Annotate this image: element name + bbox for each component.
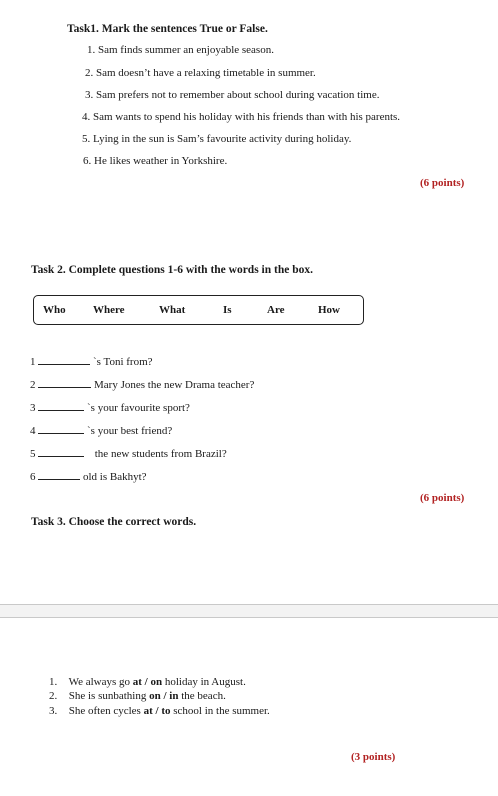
word-box-word: Who — [43, 304, 66, 316]
question-text: `s Toni from? — [93, 356, 153, 368]
question-number: 6 — [30, 471, 36, 483]
item-text-before: We always go — [68, 676, 133, 688]
question-text: Mary Jones the new Drama teacher? — [94, 379, 255, 391]
task1-item: 4. Sam wants to spend his holiday with his friends than with his parents. — [82, 111, 401, 123]
task1-item: 1. Sam finds summer an enjoyable season. — [87, 44, 274, 56]
question-number: 1 — [30, 356, 36, 368]
question-text: `s your favourite sport? — [87, 402, 190, 414]
question-number: 3 — [30, 402, 36, 414]
page-break-line-bottom — [0, 617, 498, 618]
page-break-line-top — [0, 604, 498, 605]
word-box-word: Where — [93, 304, 125, 316]
task1-item: 5. Lying in the sun is Sam’s favourite activity during holiday. — [82, 133, 352, 145]
task3-title: Task 3. Choose the correct words. — [31, 516, 197, 528]
item-text-after: school in the summer. — [170, 705, 270, 717]
task1-item: 3. Sam prefers not to remember about school during vacation time. — [85, 89, 380, 101]
question-number: 5 — [30, 448, 36, 460]
item-text-before: She often cycles — [68, 705, 144, 717]
answer-blank[interactable] — [38, 424, 84, 434]
task3-item — [49, 690, 226, 702]
item-number: 3. — [49, 705, 58, 717]
task1-item: 6. He likes weather in Yorkshire. — [83, 155, 228, 167]
question-row — [30, 424, 172, 437]
answer-blank[interactable] — [38, 355, 90, 365]
item-text-after: holiday in August. — [162, 676, 246, 688]
word-choice[interactable]: at / to — [143, 705, 171, 717]
task2-points: (6 points) — [420, 492, 465, 504]
question-row — [30, 470, 147, 483]
task1-points: (6 points) — [420, 177, 465, 189]
question-number: 2 — [30, 379, 36, 391]
task1-item: 2. Sam doesn’t have a relaxing timetable in summer. — [85, 67, 316, 79]
answer-blank[interactable] — [38, 378, 91, 388]
question-row — [30, 401, 190, 414]
question-text: old is Bakhyt? — [83, 471, 147, 483]
answer-blank[interactable] — [38, 470, 80, 480]
item-text-before: She is sunbathing — [68, 690, 150, 702]
word-box-word: Is — [223, 304, 232, 316]
word-box-word: What — [159, 304, 186, 316]
word-choice[interactable]: on / in — [149, 690, 179, 702]
word-box-word: How — [318, 304, 340, 316]
answer-blank[interactable] — [38, 447, 84, 457]
task2-title: Task 2. Complete questions 1-6 with the words in the box. — [31, 264, 313, 276]
question-text: the new students from Brazil? — [94, 448, 227, 460]
task3-item — [49, 705, 270, 717]
page-break — [0, 604, 498, 617]
question-row — [30, 355, 153, 368]
answer-blank[interactable] — [38, 401, 84, 411]
task1-title: Task1. Mark the sentences True or False. — [67, 23, 268, 35]
word-choice[interactable]: at / on — [132, 676, 163, 688]
question-row — [30, 378, 254, 391]
item-number: 1. — [49, 676, 58, 688]
task3-points: (3 points) — [351, 751, 396, 763]
word-box-word: Are — [267, 304, 285, 316]
question-row — [30, 447, 227, 460]
task3-item — [49, 676, 246, 688]
question-number: 4 — [30, 425, 36, 437]
item-text-after: the beach. — [178, 690, 226, 702]
question-text: `s your best friend? — [87, 425, 173, 437]
item-number: 2. — [49, 690, 58, 702]
word-box — [33, 295, 364, 325]
